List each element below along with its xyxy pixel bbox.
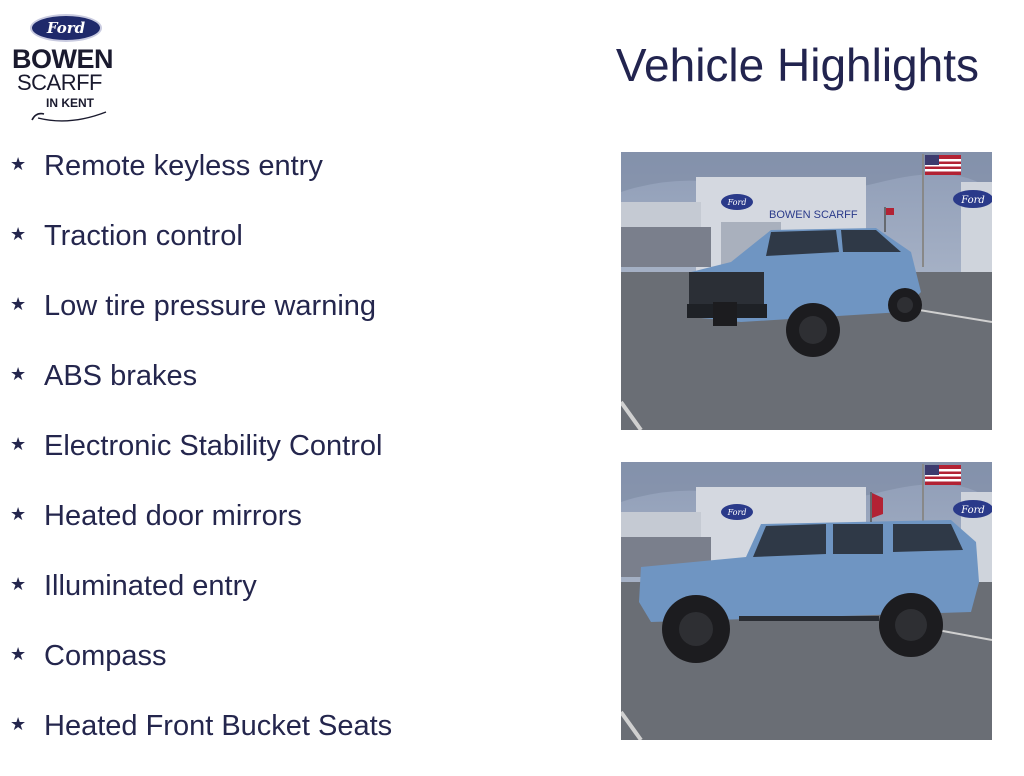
building-ford-badge: Ford <box>727 508 747 517</box>
list-item <box>10 636 392 706</box>
list-item <box>10 286 392 356</box>
star-icon: ★ <box>10 644 27 664</box>
feature-text: ABS brakes <box>44 360 198 392</box>
dealer-logo <box>10 14 122 122</box>
list-item <box>10 356 392 426</box>
feature-text: Illuminated entry <box>44 570 257 602</box>
logo-line-scarff: SCARFF <box>17 70 102 95</box>
list-item <box>10 216 392 286</box>
vehicle-photo-side <box>621 462 992 740</box>
feature-text: Compass <box>44 640 167 672</box>
logo-swoosh-icon <box>30 106 110 122</box>
list-item <box>10 706 392 776</box>
feature-text: Remote keyless entry <box>44 150 323 182</box>
feature-text: Traction control <box>44 220 243 252</box>
pylon-ford-badge: Ford <box>961 195 985 206</box>
feature-list <box>10 146 392 776</box>
ford-oval-logo: Ford <box>30 14 102 42</box>
list-item <box>10 566 392 636</box>
feature-text: Low tire pressure warning <box>44 290 377 322</box>
list-item <box>10 146 392 216</box>
building-sign: BOWEN SCARFF <box>769 209 858 221</box>
pylon-ford-badge: Ford <box>961 505 985 516</box>
star-icon: ★ <box>10 154 27 174</box>
star-icon: ★ <box>10 574 27 594</box>
vehicle-photo-front <box>621 152 992 430</box>
star-icon: ★ <box>10 224 27 244</box>
logo-line-bowen: BOWEN <box>12 44 113 74</box>
page-title: Vehicle Highlights <box>615 39 979 91</box>
feature-text: Heated Front Bucket Seats <box>44 710 393 742</box>
star-icon: ★ <box>10 504 27 524</box>
feature-text: Electronic Stability Control <box>44 430 383 462</box>
star-icon: ★ <box>10 364 27 384</box>
star-icon: ★ <box>10 434 27 454</box>
building-ford-badge: Ford <box>727 198 747 207</box>
logo-line-in-kent: IN KENT <box>46 96 94 110</box>
list-item <box>10 496 392 566</box>
star-icon: ★ <box>10 294 27 314</box>
list-item <box>10 426 392 496</box>
feature-text: Heated door mirrors <box>44 500 302 532</box>
star-icon: ★ <box>10 714 27 734</box>
